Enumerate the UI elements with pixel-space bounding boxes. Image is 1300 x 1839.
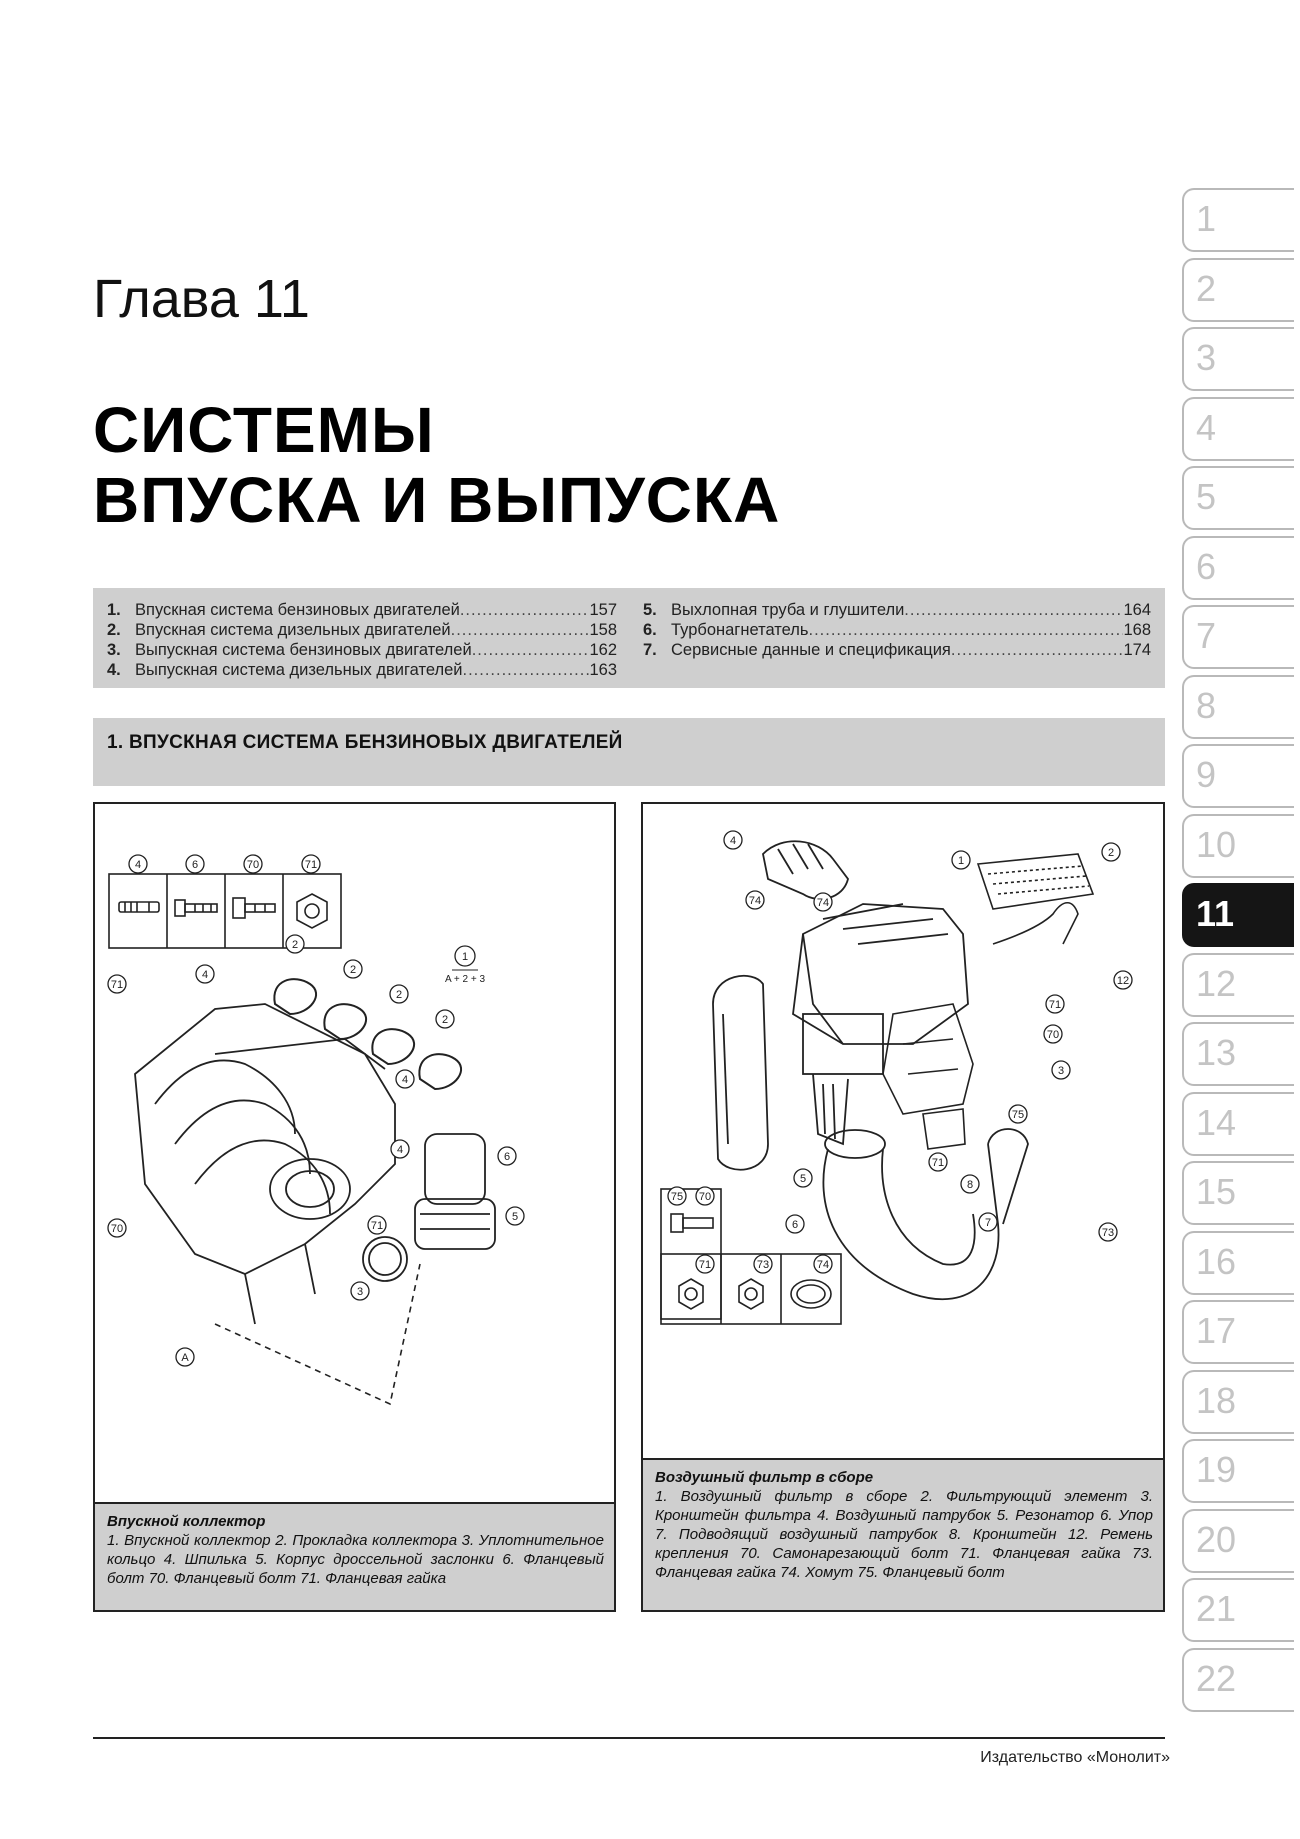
intake-manifold-illustration <box>95 804 614 1502</box>
footer-divider <box>93 1737 1165 1739</box>
toc-leader <box>808 620 1123 640</box>
chapter-tab-11[interactable]: 11 <box>1182 883 1294 947</box>
chapter-tab-2[interactable]: 2 <box>1182 258 1294 322</box>
toc-entry[interactable] <box>107 620 617 640</box>
toc-entry[interactable] <box>643 600 1151 620</box>
toc-entry[interactable] <box>643 620 1151 640</box>
figure-caption-left <box>95 1502 614 1610</box>
callout-74: 74 <box>816 1259 830 1271</box>
toc-entry-number: 7. <box>643 641 657 659</box>
air-duct-part <box>763 841 848 899</box>
callout-70: 70 <box>110 1223 124 1235</box>
callout-71: 71 <box>698 1259 712 1271</box>
figure-caption-right <box>643 1458 1163 1610</box>
chapter-tab-13[interactable]: 13 <box>1182 1022 1294 1086</box>
caption-text: 1. Воздушный фильтр в сборе 2. Фильтрующий элемент 3. Кронштейн фильтра 4. Воздушный патрубок 5. Резонатор 6. Упор 7. Подводящий воздушный патрубок 8. Кронштейн 12. Ремень крепления 70. Самонарезающий болт 71. Фланцевая гайка 73. Фланцевая гайка 74. Хомут 75. Фланцевый болт <box>655 1488 1153 1581</box>
toc-entry-number: 2. <box>107 621 121 639</box>
chapter-tab-7[interactable]: 7 <box>1182 605 1294 669</box>
callout-2: 2 <box>395 989 403 1001</box>
chapter-tab-12[interactable]: 12 <box>1182 953 1294 1017</box>
callout-12: 12 <box>1116 975 1130 987</box>
chapter-tab-9[interactable]: 9 <box>1182 744 1294 808</box>
callout-6: 6 <box>191 859 199 871</box>
air-filter-illustration <box>643 804 1163 1458</box>
toc-entry[interactable] <box>107 600 617 620</box>
chapter-title <box>93 395 780 535</box>
chapter-tab-16[interactable]: 16 <box>1182 1231 1294 1295</box>
chapter-tab-10[interactable]: 10 <box>1182 814 1294 878</box>
inlet-pipe-part <box>823 1129 1028 1299</box>
chapter-label: Глава 11 <box>93 269 310 329</box>
throttle-body <box>363 1134 495 1281</box>
callout-a: A <box>181 1352 189 1364</box>
callout-2: 2 <box>1107 847 1115 859</box>
flange-nut-icon <box>297 894 327 928</box>
callout-markers <box>668 831 1132 1273</box>
caption-title: Воздушный фильтр в сборе <box>655 1469 874 1486</box>
figure-air-filter-assembly <box>641 802 1165 1612</box>
callout-70: 70 <box>246 859 260 871</box>
callout-2: 2 <box>349 964 357 976</box>
callout-4: 4 <box>729 835 737 847</box>
callout-73: 73 <box>1101 1227 1115 1239</box>
toc-column-right <box>643 600 1151 660</box>
callout-71: 71 <box>931 1157 945 1169</box>
chapter-title-line-2: ВПУСКА И ВЫПУСКА <box>93 464 781 536</box>
chapter-tab-6[interactable]: 6 <box>1182 536 1294 600</box>
callout-73: 73 <box>756 1259 770 1271</box>
flange-bolt-icon <box>233 898 275 918</box>
chapter-tab-20[interactable]: 20 <box>1182 1509 1294 1573</box>
callout-70: 70 <box>1046 1029 1060 1041</box>
toc-entry-page: 162 <box>589 641 617 659</box>
figure-intake-manifold <box>93 802 616 1612</box>
toc-entry-number: 6. <box>643 621 657 639</box>
flange-nut-icon <box>679 1279 703 1309</box>
callout-markers <box>108 855 524 1366</box>
toc-entry-text: Выхлопная труба и глушители <box>671 601 905 619</box>
callout-1: 1 <box>461 951 469 963</box>
toc-entry-page: 158 <box>589 621 617 639</box>
chapter-tab-8[interactable]: 8 <box>1182 675 1294 739</box>
manifold-body <box>135 1004 395 1324</box>
caption-text: 1. Впускной коллектор 2. Прокладка коллектора 3. Уплотнительное кольцо 4. Шпилька 5. Корпус дроссельной заслонки 6. Фланцевый болт 70. Фланцевый болт 71. Фланцевая гайка <box>107 1532 604 1587</box>
callout-2: 2 <box>291 939 299 951</box>
toc-entry-text: Турбонагнетатель <box>671 621 809 639</box>
toc-entry-page: 174 <box>1123 641 1151 659</box>
callout-a23: A + 2 + 3 <box>444 974 486 985</box>
toc-entry-number: 4. <box>107 661 121 679</box>
toc-entry-number: 1. <box>107 601 121 619</box>
toc-leader <box>451 620 590 640</box>
callout-4: 4 <box>401 1074 409 1086</box>
callout-71: 71 <box>370 1220 384 1232</box>
callout-71: 71 <box>304 859 318 871</box>
gasket-shapes <box>274 979 461 1089</box>
callout-3: 3 <box>356 1286 364 1298</box>
callout-4: 4 <box>134 859 142 871</box>
toc-entry[interactable] <box>643 640 1151 660</box>
callout-70: 70 <box>698 1191 712 1203</box>
publisher-name: Издательство «Монолит» <box>980 1749 1170 1766</box>
toc-entry-number: 5. <box>643 601 657 619</box>
chapter-tab-17[interactable]: 17 <box>1182 1300 1294 1364</box>
toc-leader <box>904 600 1123 620</box>
chapter-tab-15[interactable]: 15 <box>1182 1161 1294 1225</box>
resonator-part <box>713 976 768 1170</box>
fastener-legend <box>109 874 341 948</box>
callout-4: 4 <box>201 969 209 981</box>
callout-71: 71 <box>110 979 124 991</box>
toc-entry-page: 157 <box>589 601 617 619</box>
callout-74: 74 <box>748 895 762 907</box>
chapter-tab-14[interactable]: 14 <box>1182 1092 1294 1156</box>
toc-leader <box>460 600 590 620</box>
chapter-tab-18[interactable]: 18 <box>1182 1370 1294 1434</box>
toc-leader <box>472 640 590 660</box>
toc-entry-page: 163 <box>589 661 617 679</box>
toc-entry-text: Сервисные данные и спецификация <box>671 641 951 659</box>
flange-bolt-icon <box>671 1214 713 1232</box>
callout-6: 6 <box>791 1219 799 1231</box>
chapter-tab-22[interactable]: 22 <box>1182 1648 1294 1712</box>
filter-element <box>978 854 1093 909</box>
callout-5: 5 <box>799 1173 807 1185</box>
callout-4: 4 <box>396 1144 404 1156</box>
hose-clamp-icon <box>791 1280 831 1308</box>
callout-7: 7 <box>984 1217 992 1229</box>
callout-3: 3 <box>1057 1065 1065 1077</box>
callout-75: 75 <box>670 1191 684 1203</box>
callout-75: 75 <box>1011 1109 1025 1121</box>
toc-column-left <box>107 600 617 680</box>
section-heading <box>93 718 1165 786</box>
chapter-tab-5[interactable]: 5 <box>1182 466 1294 530</box>
fastener-legend-right <box>661 1189 841 1324</box>
callout-2: 2 <box>441 1014 449 1026</box>
bracket-8-part <box>923 1109 965 1149</box>
caption-title: Впускной коллектор <box>107 1513 266 1530</box>
callout-8: 8 <box>966 1179 974 1191</box>
stud-icon <box>119 902 159 912</box>
callout-6: 6 <box>503 1151 511 1163</box>
toc-entry-text: Впускная система бензиновых двигателей <box>135 601 460 619</box>
toc-entry-page: 168 <box>1123 621 1151 639</box>
callout-1: 1 <box>957 855 965 867</box>
bolt-icon <box>175 900 217 916</box>
chapter-title-line-1: СИСТЕМЫ <box>93 394 435 466</box>
toc-entry-page: 164 <box>1123 601 1151 619</box>
table-of-contents <box>93 588 1165 688</box>
section-title: 1. ВПУСКНАЯ СИСТЕМА БЕНЗИНОВЫХ ДВИГАТЕЛЕЙ <box>107 732 623 753</box>
callout-labels <box>671 835 1129 1271</box>
chapter-tab-3[interactable]: 3 <box>1182 327 1294 391</box>
strap-part <box>993 903 1078 944</box>
chapter-tab-21[interactable]: 21 <box>1182 1578 1294 1642</box>
bracket-part <box>883 1004 973 1114</box>
flange-nut-icon <box>739 1279 763 1309</box>
toc-entry[interactable] <box>107 660 617 680</box>
chapter-tab-4[interactable]: 4 <box>1182 397 1294 461</box>
callout-5: 5 <box>511 1211 519 1223</box>
callout-74: 74 <box>816 897 830 909</box>
toc-entry-number: 3. <box>107 641 121 659</box>
toc-entry-text: Впускная система дизельных двигателей <box>135 621 451 639</box>
toc-entry-text: Выпускная система бензиновых двигателей <box>135 641 472 659</box>
toc-entry[interactable] <box>107 640 617 660</box>
callout-71: 71 <box>1048 999 1062 1011</box>
chapter-tab-1[interactable]: 1 <box>1182 188 1294 252</box>
toc-leader <box>951 640 1124 660</box>
toc-entry-text: Выпускная система дизельных двигателей <box>135 661 463 679</box>
chapter-tab-19[interactable]: 19 <box>1182 1439 1294 1503</box>
toc-leader <box>463 660 590 680</box>
